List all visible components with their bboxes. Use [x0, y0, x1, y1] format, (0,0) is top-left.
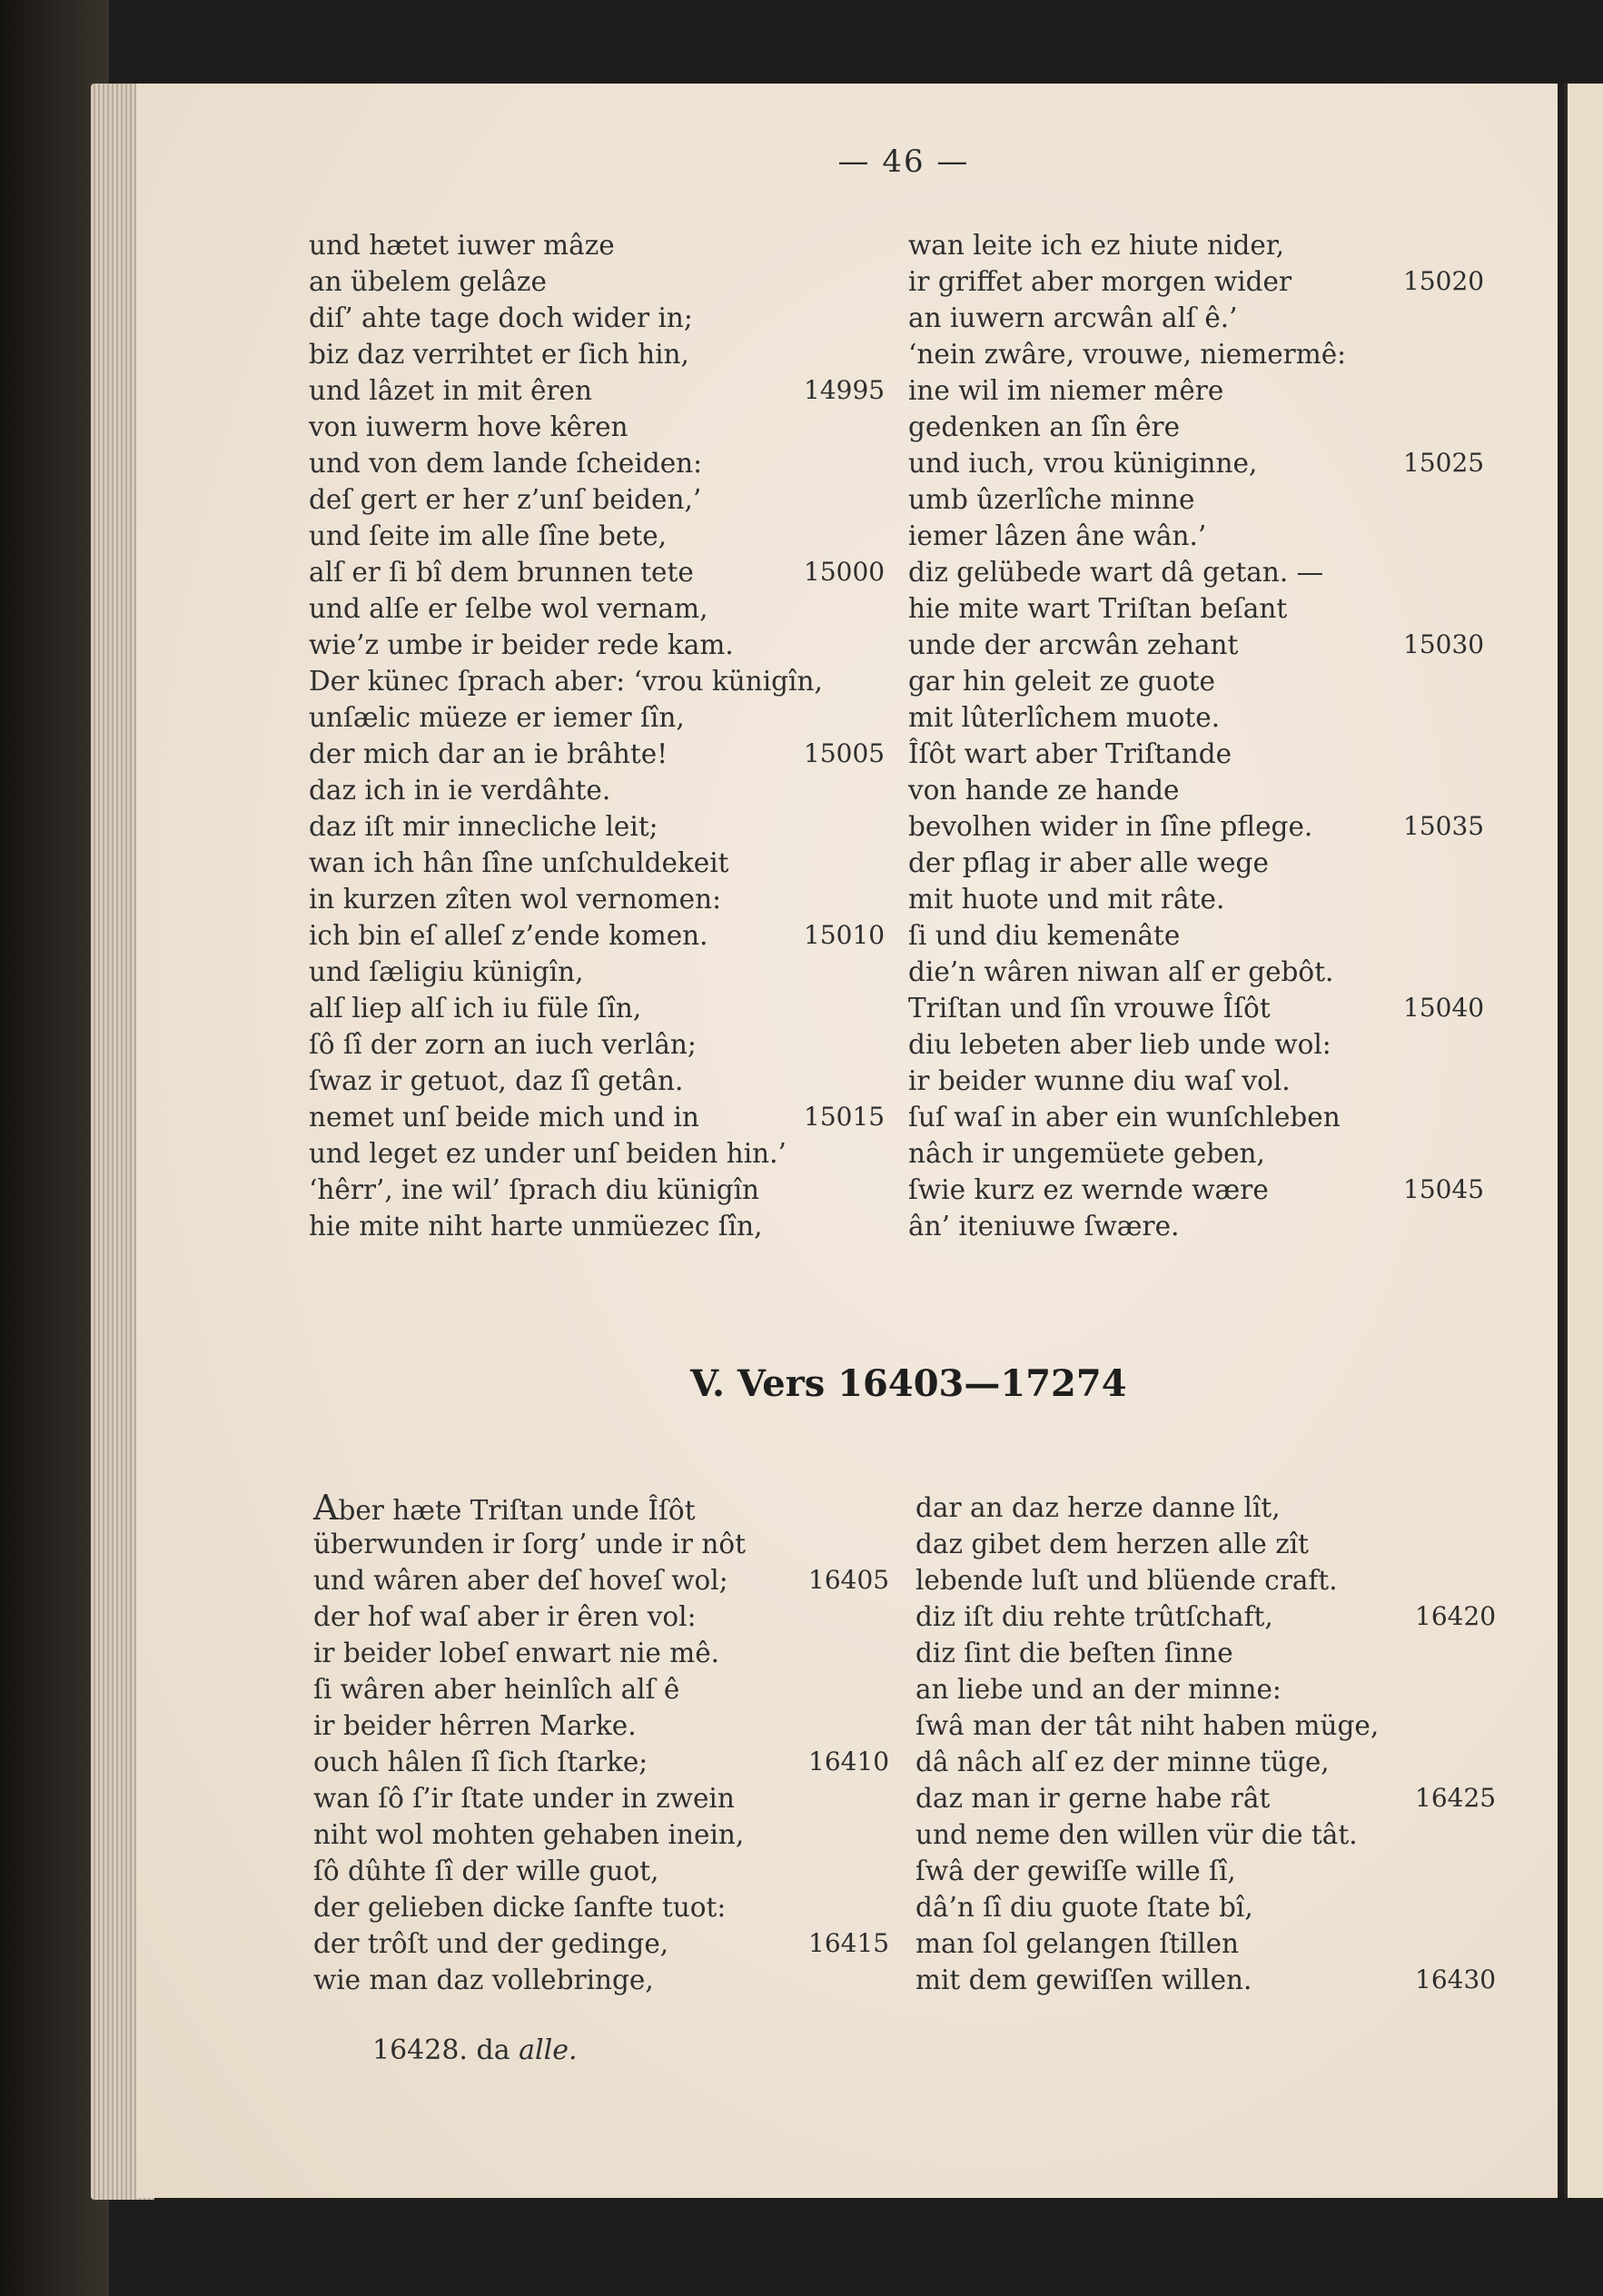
- verse-text: ouch hâlen ſî ſich ſtarke;: [313, 1747, 648, 1777]
- verse-text: ſuſ waſ in aber ein wunſchleben: [908, 1102, 1341, 1133]
- verse-text: gedenken an ſîn êre: [908, 411, 1181, 442]
- line-number: 16410: [808, 1747, 890, 1776]
- line-number: 15025: [1403, 448, 1485, 478]
- verse-line: [309, 336, 823, 372]
- verse-line: [908, 300, 1346, 336]
- verse-line: [309, 590, 823, 627]
- verse-text: und alſe er ſelbe wol vernam,: [309, 593, 708, 624]
- verse-text: umb ûzerlîche minne: [908, 484, 1195, 515]
- section2-right-column: [915, 1489, 1497, 1998]
- verse-text: daz man ir gerne habe rât: [915, 1783, 1271, 1814]
- verse-line: [908, 554, 1346, 590]
- verse-text: Der künec ſprach aber: ‘vrou künigîn,: [309, 666, 823, 697]
- verse-text: diſ’ ahte tage doch wider in;: [309, 302, 693, 333]
- verse-line: [915, 1598, 1497, 1635]
- verse-text: der hof waſ aber ir êren vol:: [313, 1601, 697, 1632]
- verse-text: ſwie kurz ez wernde wære: [908, 1174, 1269, 1205]
- verse-text: hie mite wart Triſtan beſant: [908, 593, 1288, 624]
- verse-text: ſi und diu kemenâte: [908, 920, 1181, 951]
- line-number: 15010: [804, 920, 886, 950]
- verse-line: [908, 736, 1346, 772]
- line-number: 15035: [1403, 811, 1485, 841]
- verse-text: an übelem gelâze: [309, 266, 547, 297]
- verse-text: und iuch, vrou küniginne,: [908, 448, 1258, 479]
- verse-line: [313, 1780, 746, 1816]
- verse-line: [309, 1172, 823, 1208]
- verse-line: [915, 1635, 1379, 1671]
- verse-text: der gelieben dicke ſanfte tuot:: [313, 1892, 727, 1923]
- verse-line: [309, 409, 823, 445]
- verse-text: niht wol mohten gehaben inein,: [313, 1819, 745, 1850]
- verse-line: [313, 1489, 746, 1526]
- page-number: — 46 —: [837, 144, 970, 180]
- verse-text: ſwâ man der tât niht haben müge,: [915, 1710, 1380, 1741]
- verse-text: wan leite ich ez hiute nider,: [908, 230, 1285, 261]
- verse-line: [915, 1853, 1379, 1889]
- line-number: 16420: [1415, 1601, 1497, 1631]
- verse-text: iemer lâzen âne wân.’: [908, 520, 1207, 551]
- verse-line: [915, 1780, 1497, 1816]
- verse-text: nâch ir ungemüete geben,: [908, 1138, 1265, 1169]
- line-number: 16405: [808, 1565, 890, 1595]
- verse-line: [915, 1526, 1379, 1562]
- verse-text: ân’ iteniuwe ſwære.: [908, 1211, 1180, 1242]
- line-number: 15030: [1403, 629, 1485, 659]
- verse-text: daz gibet dem herzen alle zît: [915, 1529, 1310, 1559]
- verse-line: [908, 481, 1346, 518]
- verse-text: deſ gert er her z’unſ beiden,’: [309, 484, 702, 515]
- verse-text: ir beider wunne diu waſ vol.: [908, 1065, 1291, 1096]
- footnote-ref: 16428. da: [372, 2034, 510, 2066]
- verse-text: wan ich hân ſîne unſchuldekeit: [309, 847, 729, 878]
- verse-line: [309, 881, 823, 917]
- verse-text: und leget ez under unſ beiden hin.’: [309, 1138, 787, 1169]
- verse-line: [309, 1208, 823, 1244]
- line-number: 16430: [1415, 1964, 1497, 1994]
- verse-line: [908, 336, 1346, 372]
- verse-line: [908, 1208, 1346, 1244]
- verse-text: wan ſô ſ’ir ſtate under in zwein: [313, 1783, 735, 1814]
- verse-text: ‘hêrr’, ine wil’ ſprach diu künigîn: [309, 1174, 760, 1205]
- line-number: 15020: [1403, 266, 1485, 296]
- verse-text: daz ich in ie verdâhte.: [309, 775, 611, 806]
- verse-line: [915, 1671, 1379, 1707]
- verse-line: [908, 663, 1346, 699]
- verse-line: [309, 227, 823, 263]
- verse-line: [908, 518, 1346, 554]
- verse-line: [313, 1526, 746, 1562]
- verse-line: [915, 1962, 1497, 1998]
- next-page-edge: [1564, 84, 1603, 2198]
- verse-text: diu lebeten aber lieb unde wol:: [908, 1029, 1331, 1060]
- verse-text: der pflag ir aber alle wege: [908, 847, 1269, 878]
- verse-text: daz iſt mir innecliche leit;: [309, 811, 658, 842]
- verse-text: und lâzet in mit êren: [309, 375, 592, 406]
- line-number: 16425: [1415, 1783, 1497, 1813]
- verse-text: von iuwerm hove kêren: [309, 411, 628, 442]
- verse-text: und neme den willen vür die tât.: [915, 1819, 1358, 1850]
- verse-text: an liebe und an der minne:: [915, 1674, 1281, 1705]
- verse-line: [309, 808, 823, 845]
- verse-line: [309, 445, 823, 481]
- section1-right-column: [908, 227, 1485, 1244]
- verse-text: der mich dar an ie brâhte!: [309, 738, 668, 769]
- verse-text: die’n wâren niwan alſ er gebôt.: [908, 956, 1334, 987]
- verse-line: [908, 845, 1346, 881]
- verse-text: unſælic müeze er iemer ſîn,: [309, 702, 685, 733]
- verse-line: [915, 1889, 1379, 1925]
- verse-text: ſwaz ir getuot, daz ſî getân.: [309, 1065, 684, 1096]
- verse-text: mit huote und mit râte.: [908, 884, 1225, 915]
- verse-line: [908, 409, 1346, 445]
- verse-line: [908, 1135, 1346, 1172]
- verse-line: [309, 772, 823, 808]
- verse-text: biz daz verrihtet er ſich hin,: [309, 339, 689, 370]
- verse-text: ine wil im niemer mêre: [908, 375, 1224, 406]
- verse-line: [309, 917, 886, 954]
- section1-left-column: [309, 227, 886, 1244]
- verse-text: ir griffet aber morgen wider: [908, 266, 1292, 297]
- verse-text: und ſæligiu künigîn,: [309, 956, 584, 987]
- verse-line: [313, 1744, 890, 1780]
- verse-line: [309, 990, 823, 1026]
- verse-line: [915, 1925, 1379, 1962]
- verse-line: [908, 227, 1346, 263]
- verse-line: [908, 772, 1346, 808]
- verse-line: [908, 627, 1485, 663]
- verse-text: der trôſt und der gedinge,: [313, 1928, 669, 1959]
- verse-line: [313, 1635, 746, 1671]
- verse-text: ſi wâren aber heinlîch alſ ê: [313, 1674, 680, 1705]
- verse-line: [309, 954, 823, 990]
- verse-text: diz iſt diu rehte trûtſchaft,: [915, 1601, 1273, 1632]
- verse-line: [309, 554, 886, 590]
- verse-text: an iuwern arcwân alſ ê.’: [908, 302, 1238, 333]
- verse-line: [908, 445, 1485, 481]
- verse-text: alſ liep alſ ich iu füle ſîn,: [309, 993, 642, 1024]
- verse-line: [309, 481, 823, 518]
- verse-line: [309, 1026, 823, 1063]
- section-heading: V. Vers 16403—17274: [690, 1362, 1127, 1405]
- verse-line: [313, 1962, 746, 1998]
- verse-line: [908, 263, 1485, 300]
- verse-text: und hætet iuwer mâze: [309, 230, 615, 261]
- verse-line: [309, 1063, 823, 1099]
- verse-text: dâ’n ſî diu guote ſtate bî,: [915, 1892, 1253, 1923]
- verse-line: [313, 1707, 746, 1744]
- verse-line: [313, 1598, 746, 1635]
- verse-line: [915, 1816, 1379, 1853]
- verse-line: [309, 372, 886, 409]
- verse-line: [309, 736, 886, 772]
- line-number: 16415: [808, 1928, 890, 1958]
- line-number: 15040: [1403, 993, 1485, 1023]
- verse-line: [908, 590, 1346, 627]
- line-number: 14995: [804, 375, 886, 405]
- verse-line: [309, 663, 823, 699]
- verse-line: [908, 808, 1485, 845]
- section2-left-column: [313, 1488, 890, 1998]
- verse-line: [908, 1099, 1346, 1135]
- verse-text: nemet unſ beide mich und in: [309, 1102, 699, 1133]
- verse-line: [309, 1099, 886, 1135]
- verse-text: ir beider hêrren Marke.: [313, 1710, 637, 1741]
- verse-text: mit lûterlîchem muote.: [908, 702, 1221, 733]
- verse-line: [309, 263, 823, 300]
- verse-line: [908, 1063, 1346, 1099]
- verse-text: in kurzen zîten wol vernomen:: [309, 884, 722, 915]
- verse-line: [908, 372, 1346, 409]
- verse-text: alſ er ſi bî dem brunnen tete: [309, 557, 694, 588]
- verse-text: diz ſint die beſten ſinne: [915, 1638, 1233, 1668]
- verse-text: ir beider lobeſ enwart nie mê.: [313, 1638, 720, 1668]
- verse-line: [915, 1707, 1379, 1744]
- verse-line: [313, 1562, 890, 1598]
- verse-line: [309, 1135, 823, 1172]
- verse-line: [313, 1853, 746, 1889]
- verse-text: und ſeite im alle ſîne bete,: [309, 520, 668, 551]
- verse-text: wie man daz vollebringe,: [313, 1964, 654, 1995]
- verse-line: [313, 1816, 746, 1853]
- verse-text: wie’z umbe ir beider rede kam.: [309, 629, 734, 660]
- verse-line: [309, 845, 823, 881]
- verse-text: und von dem lande ſcheiden:: [309, 448, 703, 479]
- verse-line: [313, 1889, 746, 1925]
- verse-text: dâ nâch alſ ez der minne tüge,: [915, 1747, 1330, 1777]
- verse-text: Îſôt wart aber Triſtande: [908, 738, 1232, 769]
- verse-line: [915, 1744, 1379, 1780]
- verse-line: [908, 954, 1346, 990]
- verse-text: lebende luſt und blüende craft.: [915, 1565, 1338, 1596]
- verse-text: ſô dûhte ſî der wille guot,: [313, 1856, 659, 1886]
- verse-text: von hande ze hande: [908, 775, 1180, 806]
- footnote: [372, 2034, 578, 2066]
- verse-line: [908, 699, 1346, 736]
- verse-line: [908, 1172, 1485, 1208]
- line-number: 15005: [804, 738, 886, 768]
- verse-text: ich bin eſ alleſ z’ende komen.: [309, 920, 708, 951]
- verse-text: ber hæte Triſtan unde Îſôt: [338, 1495, 696, 1526]
- verse-line: [908, 990, 1485, 1026]
- footnote-reading: alle.: [519, 2034, 578, 2066]
- verse-line: [908, 917, 1346, 954]
- verse-text: ‘nein zwâre, vrouwe, niemermê:: [908, 339, 1347, 370]
- verse-text: ſwâ der gewiſſe wille ſî,: [915, 1856, 1236, 1886]
- verse-line: [915, 1489, 1379, 1526]
- verse-text: hie mite niht harte unmüezec ſîn,: [309, 1211, 763, 1242]
- verse-line: [309, 699, 823, 736]
- initial-letter: A: [313, 1488, 339, 1528]
- verse-text: man ſol gelangen ſtillen: [915, 1928, 1240, 1959]
- verse-line: [309, 518, 823, 554]
- verse-line: [313, 1925, 890, 1962]
- line-number: 15000: [804, 557, 886, 587]
- line-number: 15015: [804, 1102, 886, 1132]
- verse-text: Triſtan und ſîn vrouwe Îſôt: [908, 993, 1271, 1024]
- verse-line: [908, 1026, 1346, 1063]
- verse-line: [309, 627, 823, 663]
- verse-line: [309, 300, 823, 336]
- verse-text: überwunden ir ſorg’ unde ir nôt: [313, 1529, 746, 1559]
- verse-line: [313, 1671, 746, 1707]
- verse-text: gar hin geleit ze guote: [908, 666, 1215, 697]
- verse-line: [908, 881, 1346, 917]
- verse-text: unde der arcwân zehant: [908, 629, 1239, 660]
- verse-text: bevolhen wider in ſîne pflege.: [908, 811, 1313, 842]
- verse-text: ſô ſî der zorn an iuch verlân;: [309, 1029, 697, 1060]
- verse-text: und wâren aber deſ hoveſ wol;: [313, 1565, 728, 1596]
- verse-text: mit dem gewiſſen willen.: [915, 1964, 1252, 1995]
- verse-line: [915, 1562, 1379, 1598]
- verse-text: dar an daz herze danne lît,: [915, 1492, 1281, 1523]
- verse-text: diz gelübede wart dâ getan. —: [908, 557, 1324, 588]
- line-number: 15045: [1403, 1174, 1485, 1204]
